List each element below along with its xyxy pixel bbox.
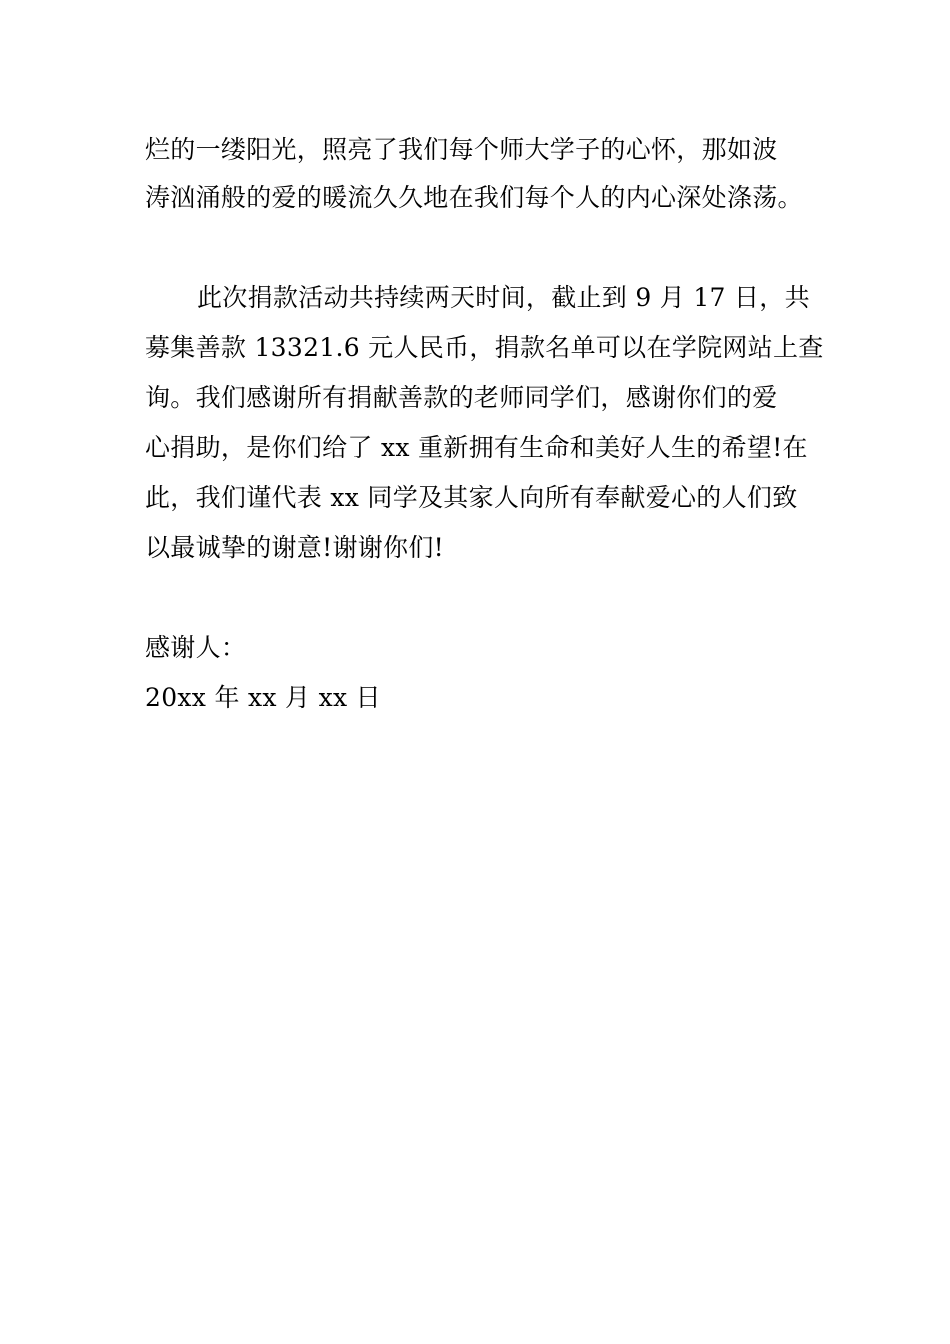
signature-label: 感谢人： [145,633,247,662]
paragraph-2-line-1: 此次捐款活动共持续两天时间，截止到 9 月 17 日，共 [197,283,810,312]
paragraph-2-line-5: 此，我们谨代表 xx 同学及其家人向所有奉献爱心的人们致 [145,483,798,512]
date-line: 20xx 年 xx 月 xx 日 [145,683,381,712]
paragraph-2-line-6: 以最诚挚的谢意!谢谢你们! [145,533,444,562]
paragraph-1-line-2: 涛汹涌般的爱的暖流久久地在我们每个人的内心深处涤荡。 [145,183,803,212]
paragraph-2-line-4: 心捐助，是你们给了 xx 重新拥有生命和美好人生的希望!在 [145,433,808,462]
paragraph-2-line-2: 募集善款 13321.6 元人民币，捐款名单可以在学院网站上查 [145,333,824,362]
paragraph-1-line-1: 烂的一缕阳光，照亮了我们每个师大学子的心怀，那如波 [145,135,778,164]
paragraph-2-line-3: 询。我们感谢所有捐献善款的老师同学们，感谢你们的爱 [145,383,778,412]
